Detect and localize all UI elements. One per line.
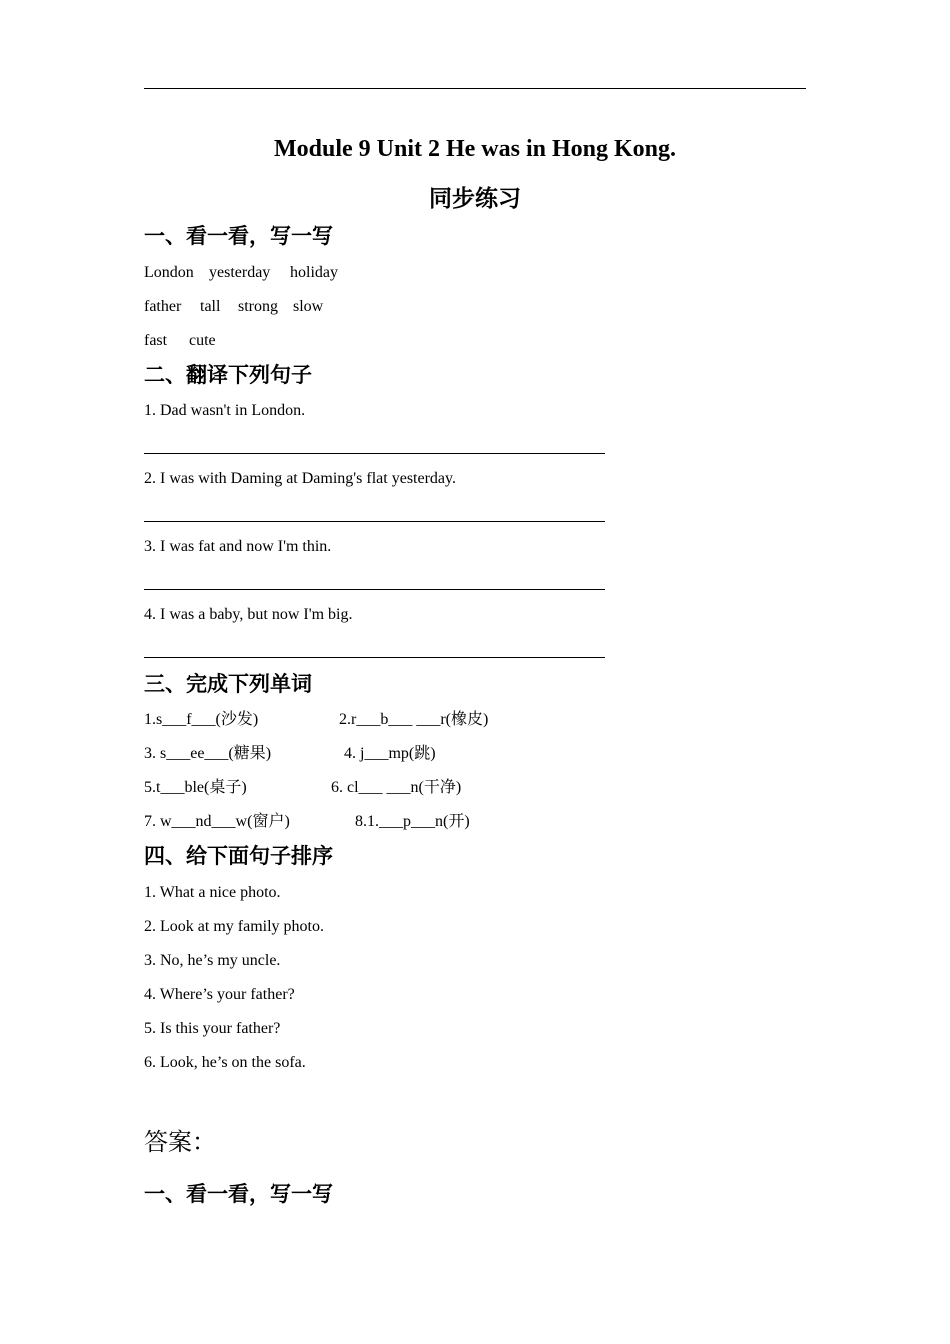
word-fill-item: 8.1.___p___n(开) [355, 813, 470, 830]
word: tall [200, 298, 221, 315]
section2-heading: 二、翻译下列句子 [144, 363, 312, 387]
word: cute [189, 332, 216, 349]
page-title: Module 9 Unit 2 He was in Hong Kong. [273, 136, 677, 162]
word-fill-item: 7. w___nd___w(窗户) [144, 813, 290, 830]
order-sentence-3: 3. No, he’s my uncle. [144, 952, 281, 969]
answer-blank-2[interactable] [144, 521, 605, 522]
word-fill-item: 6. cl___ ___n(干净) [331, 779, 462, 796]
word-fill-item: 3. s___ee___(糖果) [144, 745, 272, 762]
translate-sentence-4: 4. I was a baby, but now I'm big. [144, 606, 353, 623]
translate-sentence-2: 2. I was with Daming at Daming's flat yesterday. [144, 470, 456, 487]
translate-sentence-3: 3. I was fat and now I'm thin. [144, 538, 332, 555]
order-sentence-4: 4. Where’s your father? [144, 986, 295, 1003]
word: holiday [290, 264, 338, 281]
word-row-1 [144, 262, 338, 284]
answers-section1-heading: 一、看一看，写一写 [144, 1182, 333, 1206]
answer-blank-4[interactable] [144, 657, 605, 658]
word-fill-item: 4. j___mp(跳) [344, 745, 436, 762]
word-row-2 [144, 296, 323, 318]
order-sentence-5: 5. Is this your father? [144, 1020, 281, 1037]
word-fill-item: 2.r___b___ ___r(橡皮) [339, 711, 489, 728]
section3-heading: 三、完成下列单词 [144, 672, 312, 696]
word: father [144, 298, 182, 315]
translate-sentence-1: 1. Dad wasn't in London. [144, 402, 306, 419]
word-row-3 [144, 330, 216, 352]
order-sentence-6: 6. Look, he’s on the sofa. [144, 1054, 306, 1071]
word: fast [144, 332, 168, 349]
section1-heading: 一、看一看，写一写 [144, 224, 333, 248]
section4-heading: 四、给下面句子排序 [144, 844, 333, 868]
word: strong [238, 298, 278, 315]
answer-blank-3[interactable] [144, 589, 605, 590]
word-fill-item: 1.s___f___(沙发) [144, 711, 259, 728]
word: yesterday [209, 264, 271, 281]
order-sentence-1: 1. What a nice photo. [144, 884, 281, 901]
header-rule [144, 88, 806, 89]
word: slow [293, 298, 324, 315]
order-sentence-2: 2. Look at my family photo. [144, 918, 324, 935]
word: London [144, 264, 194, 281]
word-fill-item: 5.t___ble(桌子) [144, 779, 247, 796]
page-subtitle: 同步练习 [429, 186, 521, 212]
answers-heading: 答案： [144, 1128, 216, 1156]
answer-blank-1[interactable] [144, 453, 605, 454]
